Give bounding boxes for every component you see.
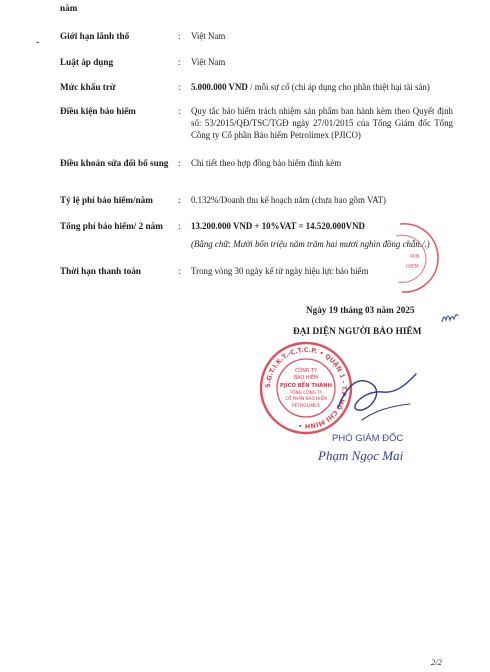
signature-icon	[320, 360, 440, 435]
signer-position: PHÓ GIÁM ĐỐC	[332, 433, 404, 444]
row-label: Điều kiện bảo hiểm	[60, 106, 136, 116]
document-page: năm - Giới hạn lãnh thổ : Việt Nam Luật áp dụng : Việt Nam Mức khấu trừ : 5.000.000 VND / mỗi sự cố (chỉ áp dụng cho phần thiệt hại tài sản) Điều kiện bảo hiểm : Quy tắc bảo hiểm trách nhiệm sản phẩm ban hành kèm theo Quyết định số: 53/2015/QĐ/TSC/TGĐ ngày 27/01/2015 của Tổng Giám đốc Tổng Công ty Cổ phần Bảo hiểm Petrolimex (PJICO) Điều khoản sửa đổi bổ sung : Chi tiết theo hợp đồng bảo hiểm đính kèm Tỷ lệ phí bảo hiểm/năm : 0.132%/Doanh thu kế hoạch năm (chưa bao gồm VAT) Tổng phí bảo hiểm/ 2 năm : 13.200.000 VND + 10%VAT = 14.520.000VND (Bằng chữ: Mười bốn triệu năm trăm hai mươi nghìn đồng chẵn./.) Thời hạn thanh toán : Trong vòng 30 ngày kể từ ngày hiệu lực bảo hiểm MIN HIEM Ngày 19 tháng 03 năm 2025 ĐẠI DIỆN NGƯỜI BẢO HIỂM S.G.T.I.K.T.-C.T.C.P. • QUẬN 1 - T.P HỒ CHÍ MINH • CÔNG TY BẢO HIỂM PJICO BẾN THÀNH TỔNG CÔNG TY CỔ PHẦN BẢO HIỂM PETROLIMEX PHÓ GIÁM ĐỐC Phạm Ngọc Mai 2/2	[0, 0, 490, 672]
stamp-line-4: TỔNG CÔNG TY	[289, 390, 323, 395]
representative-title: ĐẠI DIỆN NGƯỜI BẢO HIỂM	[293, 326, 422, 336]
stamp-line-1: CÔNG TY	[295, 369, 317, 374]
stamp-ring-text: S.G.T.I.K.T.-C.T.C.P. • QUẬN 1 - T.P HỒ CHÍ MINH •	[263, 345, 349, 431]
fragment-text: năm	[60, 3, 78, 13]
deductible-note: / mỗi sự cố (chỉ áp dụng cho phần thiệt hại tài sản)	[247, 82, 430, 92]
row-label: Luật áp dụng	[60, 57, 114, 67]
total-premium-in-words: (Bằng chữ: Mười bốn triệu năm trăm hai mươi nghìn đồng chẵn./.)	[191, 239, 430, 249]
page-number: 2/2	[431, 657, 442, 667]
svg-text:HIEM: HIEM	[406, 264, 419, 270]
initials-mark-icon	[440, 310, 460, 326]
signer-name: Phạm Ngọc Mai	[318, 448, 404, 463]
stamp-line-3: PJICO BẾN THÀNH	[280, 383, 332, 389]
signing-date: Ngày 19 tháng 03 năm 2025	[306, 305, 415, 315]
row-value	[191, 81, 453, 93]
row-value: Việt Nam	[191, 31, 226, 41]
row-label: Điều khoản sửa đổi bổ sung	[60, 158, 169, 168]
total-premium-amount: 13.200.000 VND + 10%VAT = 14.520.000VND	[191, 221, 365, 231]
svg-text:MIN: MIN	[410, 254, 420, 260]
row-value: Trong vòng 30 ngày kể từ ngày hiệu lực bảo hiểm	[191, 266, 369, 276]
row-label: Mức khấu trừ	[60, 82, 116, 92]
stamp-line-2: BẢO HIỂM	[293, 376, 319, 381]
deductible-amount: 5.000.000 VND	[191, 82, 248, 92]
stamp-line-5: CỔ PHẦN BẢO HIỂM	[285, 396, 327, 401]
row-value: Chi tiết theo hợp đồng bảo hiểm đính kèm	[191, 158, 342, 168]
stamp-line-6: PETROLIMEX	[292, 404, 320, 409]
row-label: Tỷ lệ phí bảo hiểm/năm	[60, 195, 153, 205]
row-label: Tổng phí bảo hiểm/ 2 năm	[60, 221, 163, 231]
partial-stamp-icon	[392, 220, 442, 295]
margin-mark: -	[36, 37, 40, 48]
row-value: Quy tắc bảo hiểm trách nhiệm sản phẩm ban hành kèm theo Quyết định số: 53/2015/QĐ/TSC/TGĐ ngày 27/01/2015 của Tổng Giám đốc Tổng Công ty Cổ phần Bảo hiểm Petrolimex (PJICO)	[191, 106, 453, 140]
row-label: Giới hạn lãnh thổ	[60, 31, 130, 41]
row-value: Việt Nam	[191, 57, 226, 67]
row-value: 0.132%/Doanh thu kế hoạch năm (chưa bao gồm VAT)	[191, 195, 387, 205]
row-label: Thời hạn thanh toán	[60, 266, 141, 276]
